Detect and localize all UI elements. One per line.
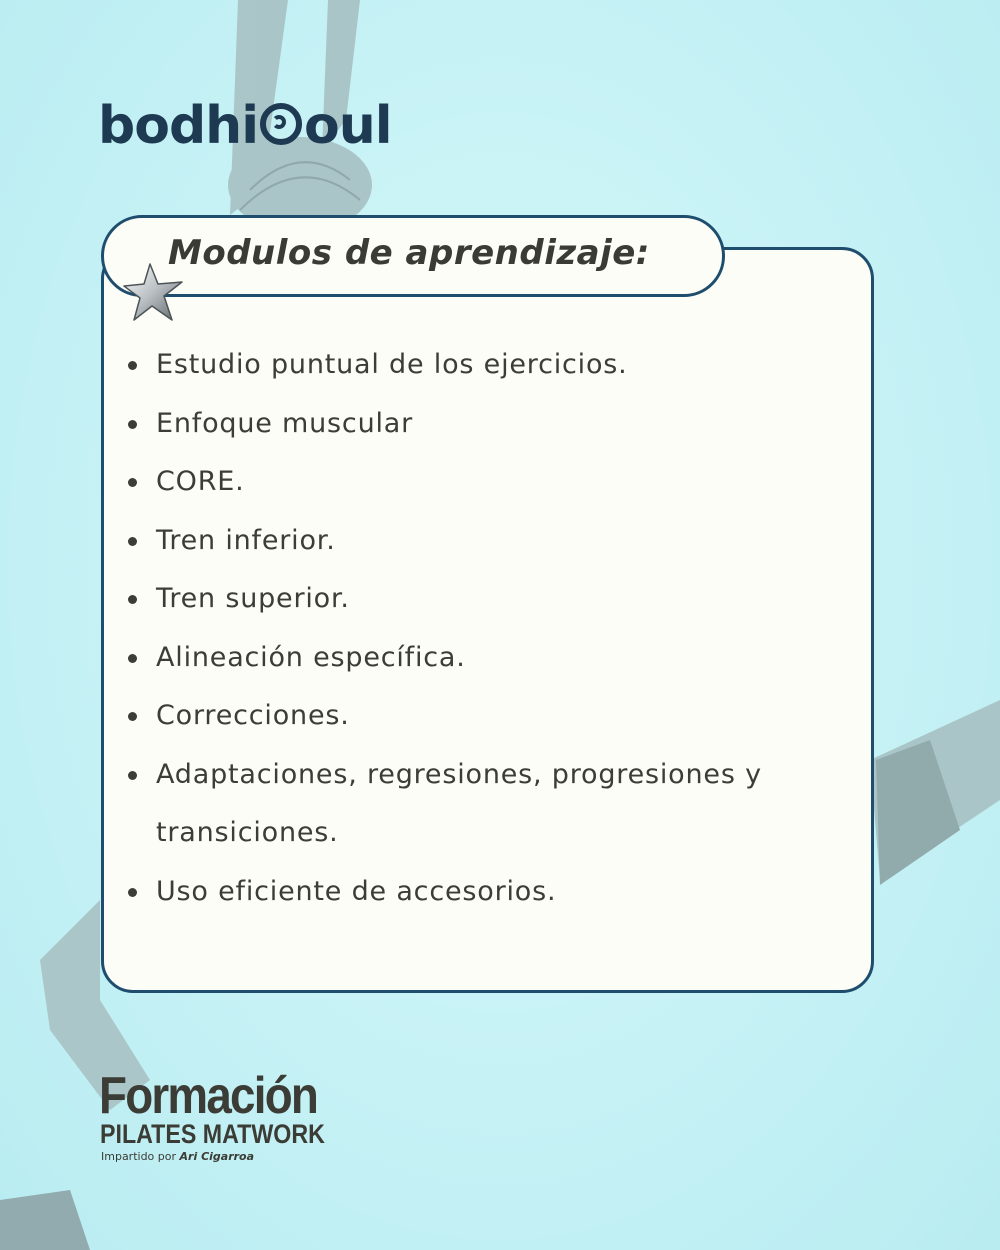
- bullet-icon: [128, 888, 137, 897]
- bullet-icon: [128, 595, 137, 604]
- card-title: Modulos de aprendizaje:: [168, 233, 650, 273]
- bullet-icon: [128, 478, 137, 487]
- list-item: Tren superior.: [128, 570, 858, 629]
- brand-logo: [98, 96, 392, 156]
- bullet-icon: [128, 537, 137, 546]
- list-item: Correcciones.: [128, 687, 858, 746]
- logo-text-left: bodhi: [98, 96, 259, 156]
- bullet-icon: [128, 771, 137, 780]
- footer-credit: [101, 1150, 254, 1163]
- list-item: Tren inferior.: [128, 512, 858, 571]
- list-item: Adaptaciones, regresiones, progresiones y transiciones.: [128, 746, 836, 863]
- bullet-icon: [128, 654, 137, 663]
- swirl-icon: [260, 103, 302, 145]
- bullet-icon: [128, 361, 137, 370]
- credit-prefix: Impartido por: [101, 1150, 177, 1163]
- list-item: Enfoque muscular: [128, 395, 858, 454]
- list-item: Uso eficiente de accesorios.: [128, 863, 858, 922]
- list-item: Estudio puntual de los ejercicios.: [128, 336, 858, 395]
- bullet-icon: [128, 420, 137, 429]
- list-item: Alineación específica.: [128, 629, 858, 688]
- list-item: CORE.: [128, 453, 858, 512]
- credit-name: Ari Cigarroa: [179, 1150, 255, 1163]
- bullet-icon: [128, 712, 137, 721]
- logo-text-right: oul: [304, 96, 392, 156]
- star-icon: [120, 258, 192, 330]
- footer-subtitle: PILATES MATWORK: [100, 1119, 325, 1149]
- footer-title: Formación: [99, 1067, 318, 1125]
- modules-list: [128, 336, 858, 921]
